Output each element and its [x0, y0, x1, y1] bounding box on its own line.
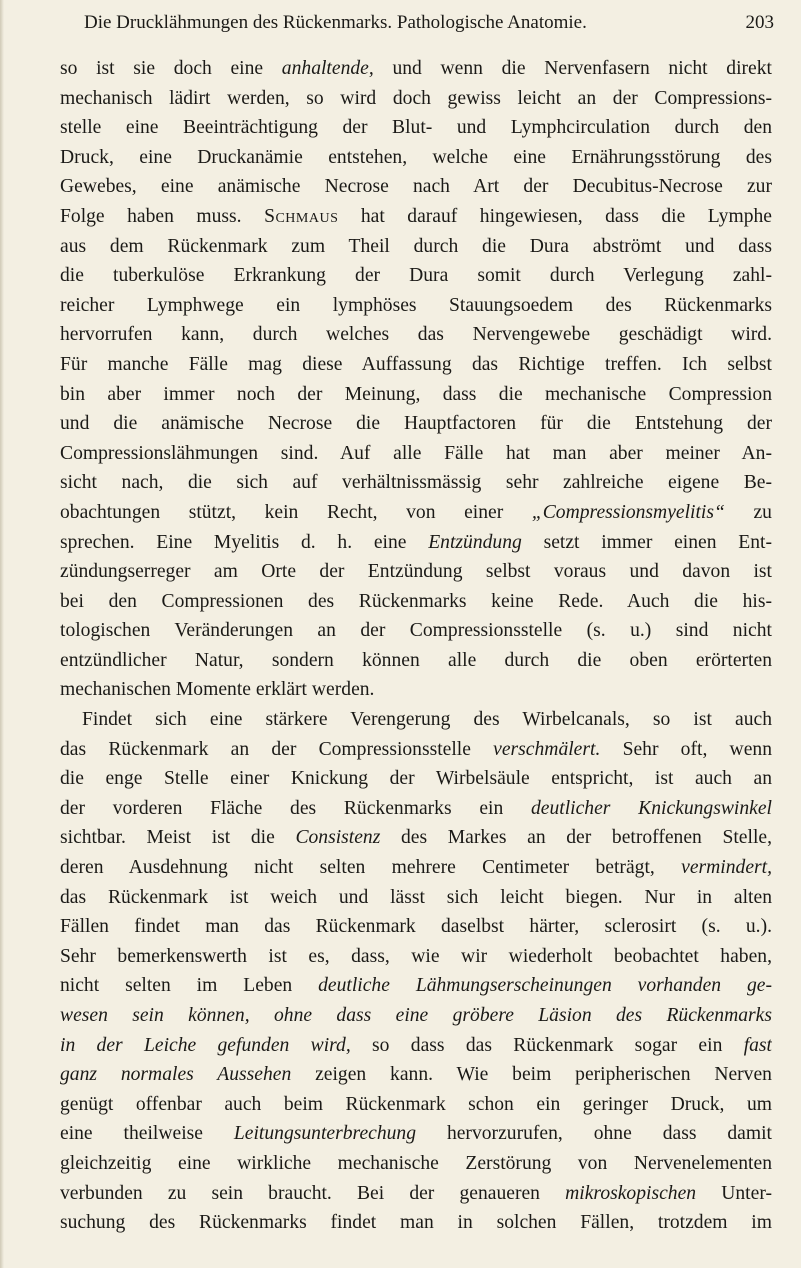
- italic-text: „Compressionsmyelitis“: [531, 501, 725, 523]
- text-segment: mechanisch lädirt werden, so wird doch gewiss leicht an der Compressions-: [60, 87, 772, 109]
- text-line: [60, 1119, 772, 1149]
- italic-text: wesen sein können, ohne dass eine gröbere Läsion des Rückenmarks: [60, 1005, 772, 1026]
- italic-text: deutliche Lähmungserscheinungen vorhanden ge-: [318, 975, 772, 997]
- running-header: [84, 8, 774, 38]
- text-line: [60, 143, 772, 173]
- text-segment: Compressionslähmungen sind. Auf alle Fälle hat man aber meiner An-: [60, 442, 772, 464]
- text-line: [60, 705, 772, 735]
- text-segment: verbunden zu sein braucht. Bei der genaueren: [60, 1182, 566, 1204]
- italic-text: verschmälert.: [493, 738, 601, 760]
- text-line: [60, 883, 772, 913]
- text-line: [60, 557, 772, 587]
- text-line: [60, 794, 772, 824]
- running-title: Die Drucklähmungen des Rückenmarks. Pathologische Anatomie.: [84, 12, 587, 33]
- text-line: [60, 1149, 772, 1179]
- text-line: [60, 54, 772, 84]
- text-segment: obachtungen stützt, kein Recht, von einer: [60, 501, 532, 523]
- text-line: [60, 350, 772, 380]
- text-segment: Unter-: [696, 1182, 772, 1204]
- text-segment: und die anämische Necrose die Hauptfactoren für die Entstehung der: [60, 413, 772, 435]
- text-line: [60, 172, 772, 202]
- italic-text: fast: [743, 1034, 772, 1056]
- text-segment: nicht selten im Leben: [60, 975, 319, 997]
- text-line: [60, 1001, 772, 1031]
- text-line: [60, 1090, 772, 1120]
- text-segment: hervorzurufen, ohne dass damit: [416, 1123, 772, 1145]
- text-line: [60, 1208, 772, 1238]
- text-segment: Gewebes, eine anämische Necrose nach Art der Decubitus-Necrose zur: [60, 176, 772, 198]
- text-line: [60, 84, 772, 114]
- text-line: [60, 261, 772, 291]
- text-segment: das Rückenmark an der Compressionsstelle: [60, 738, 494, 760]
- text-segment: hervorrufen kann, durch welches das Nervengewebe geschädigt wird.: [60, 324, 772, 346]
- text-line: [60, 616, 772, 646]
- text-segment: aus dem Rückenmark zum Theil durch die Dura abströmt und dass: [60, 235, 772, 257]
- text-segment: des Markes an der betroffenen Stelle,: [380, 827, 772, 849]
- page-edge-shadow: [0, 0, 4, 1268]
- text-line: [60, 912, 772, 942]
- text-segment: Druck, eine Druckanämie entstehen, welche eine Ernährungsstörung des: [60, 146, 772, 168]
- text-segment: genügt offenbar auch beim Rückenmark schon ein geringer Druck, um: [60, 1093, 772, 1115]
- text-segment: und wenn die Nervenfasern nicht direkt: [373, 58, 772, 79]
- text-segment: suchung des Rückenmarks findet man in solchen Fällen, trotzdem im: [60, 1212, 772, 1234]
- text-segment: deren Ausdehnung nicht selten mehrere Centimeter beträgt,: [60, 857, 682, 879]
- text-segment: Sehr oft, wenn: [600, 738, 772, 760]
- text-segment: Findet sich eine stärkere Verengerung des Wirbelcanals, so ist auch: [82, 709, 772, 731]
- text-line: [60, 498, 772, 528]
- text-segment: zündungserreger am Orte der Entzündung selbst voraus und davon ist: [60, 561, 772, 583]
- italic-text: ganz normales Aussehen: [60, 1064, 292, 1086]
- text-segment: entzündlicher Natur, sondern können alle durch die oben erörterten: [60, 649, 772, 671]
- italic-text: mikroskopischen: [565, 1182, 697, 1204]
- italic-text: anhaltende,: [281, 58, 374, 79]
- text-line: [60, 823, 772, 853]
- text-segment: die enge Stelle einer Knickung der Wirbelsäule entspricht, ist auch an: [60, 768, 772, 790]
- text-line: [60, 409, 772, 439]
- text-line: [60, 764, 772, 794]
- text-line: [60, 113, 772, 143]
- italic-text: vermindert,: [681, 857, 772, 879]
- text-line: [60, 1179, 772, 1209]
- text-line: [60, 853, 772, 883]
- text-segment: zeigen kann. Wie beim peripherischen Nerven: [291, 1064, 772, 1086]
- text-segment: der vorderen Fläche des Rückenmarks ein: [60, 797, 531, 819]
- italic-text: deutlicher Knickungswinkel: [530, 797, 772, 819]
- text-segment: eine theilweise: [60, 1123, 234, 1145]
- text-line: [60, 1031, 772, 1061]
- page-number: 203: [745, 12, 774, 33]
- author-name: Schmaus: [264, 205, 339, 227]
- text-segment: Fällen findet man das Rückenmark daselbst härter, sclerosirt (s. u.).: [60, 916, 772, 938]
- text-segment: mechanischen Momente erklärt werden.: [60, 679, 375, 701]
- text-segment: stelle eine Beeinträchtigung der Blut- und Lymphcirculation durch den: [60, 117, 772, 139]
- text-segment: zu: [724, 501, 772, 523]
- text-line: [60, 232, 772, 262]
- text-segment: die tuberkulöse Erkrankung der Dura somit durch Verlegung zahl-: [60, 265, 772, 287]
- text-line: [60, 468, 772, 498]
- body-text: [60, 54, 772, 1238]
- text-line: [60, 735, 772, 765]
- text-line: [60, 528, 772, 558]
- text-line: [60, 942, 772, 972]
- text-segment: hat darauf hingewiesen, dass die Lymphe: [338, 205, 772, 227]
- text-segment: reicher Lymphwege ein lymphöses Stauungsoedem des Rückenmarks: [60, 294, 772, 316]
- text-line: [60, 291, 772, 321]
- text-line: [60, 1060, 772, 1090]
- text-segment: so dass das Rückenmark sogar ein: [350, 1034, 744, 1056]
- text-segment: setzt immer einen Ent-: [521, 531, 772, 553]
- text-segment: gleichzeitig eine wirkliche mechanische Zerstörung von Nervenelementen: [60, 1152, 772, 1174]
- italic-text: in der Leiche gefunden wird,: [60, 1034, 351, 1056]
- text-segment: Für manche Fälle mag diese Auffassung das Richtige treffen. Ich selbst: [60, 353, 772, 375]
- text-segment: das Rückenmark ist weich und lässt sich leicht biegen. Nur in alten: [60, 886, 772, 908]
- text-line: [60, 439, 772, 469]
- text-segment: Folge haben muss.: [60, 205, 265, 227]
- text-segment: so ist sie doch eine: [60, 58, 282, 79]
- text-segment: sprechen. Eine Myelitis d. h. eine: [60, 531, 429, 553]
- italic-text: Entzündung: [428, 531, 522, 553]
- text-line: [60, 587, 772, 617]
- text-segment: bin aber immer noch der Meinung, dass die mechanische Compression: [60, 383, 772, 405]
- text-line: [60, 675, 772, 705]
- italic-text: Leitungsunterbrechung: [233, 1123, 417, 1145]
- italic-text: Consistenz: [295, 827, 381, 849]
- text-segment: bei den Compressionen des Rückenmarks keine Rede. Auch die his-: [60, 590, 772, 612]
- text-line: [60, 320, 772, 350]
- text-line: [60, 646, 772, 676]
- text-segment: Sehr bemerkenswerth ist es, dass, wie wir wiederholt beobachtet haben,: [60, 945, 772, 967]
- text-segment: sichtbar. Meist ist die: [60, 827, 296, 849]
- text-line: [60, 202, 772, 232]
- text-line: [60, 971, 772, 1001]
- text-segment: tologischen Veränderungen an der Compressionsstelle (s. u.) sind nicht: [60, 620, 772, 642]
- text-line: [60, 380, 772, 410]
- text-segment: sicht nach, die sich auf verhältnissmässig sehr zahlreiche eigene Be-: [60, 472, 772, 494]
